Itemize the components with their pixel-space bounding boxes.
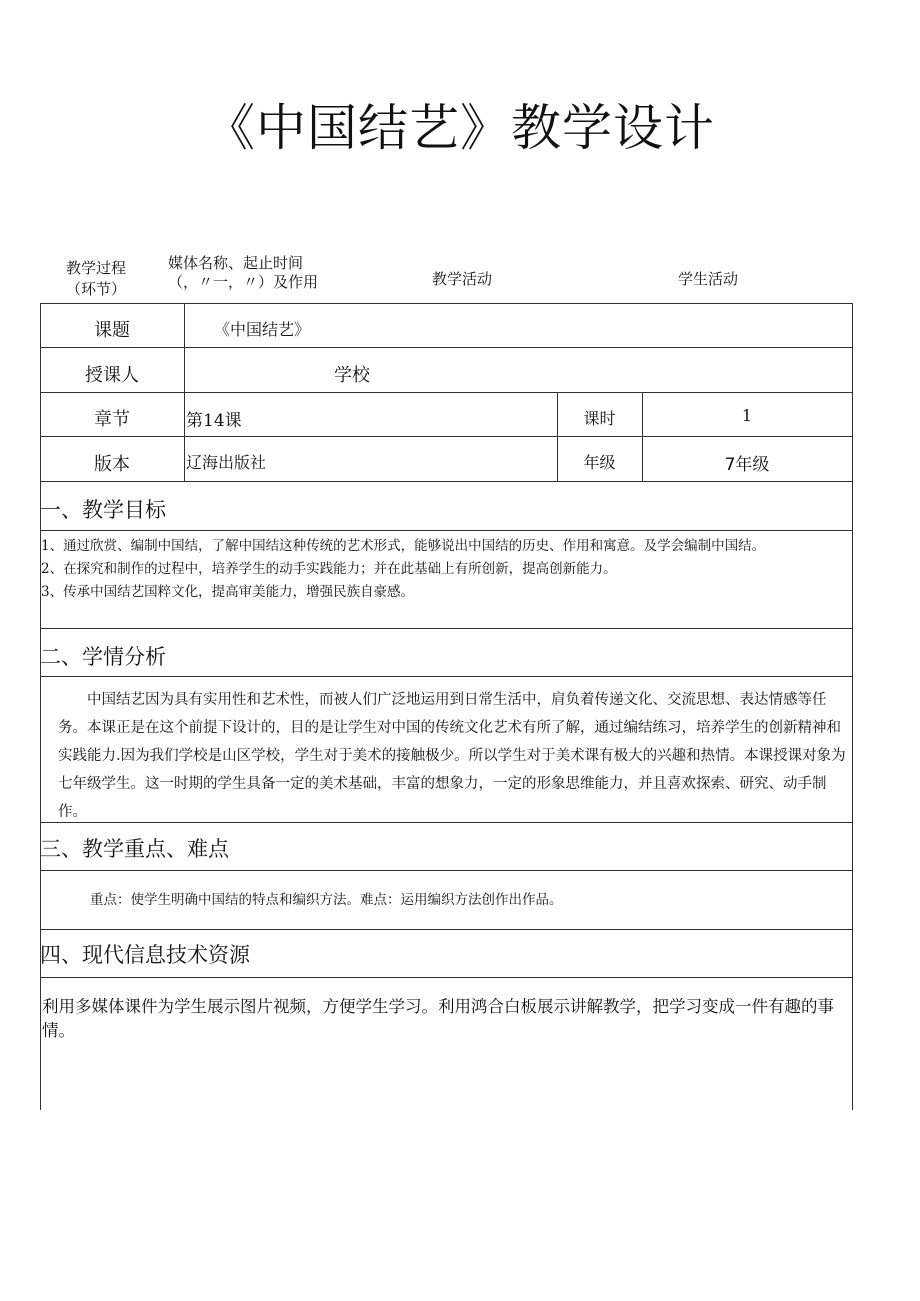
table-divider	[184, 303, 185, 481]
table-rule	[40, 870, 853, 871]
goals-title: 一、教学目标	[40, 498, 166, 522]
edition-label: 版本	[94, 454, 130, 475]
topic-label: 课题	[94, 320, 130, 341]
header-process-line1: 教学过程	[65, 259, 126, 277]
goals-list	[41, 535, 847, 604]
table-rule	[40, 977, 853, 978]
table-rule	[40, 628, 853, 629]
page-title: 《中国结艺》教学设计	[205, 99, 715, 157]
header-media-line1: 媒体名称、起止时间	[168, 254, 304, 272]
resources-text: 利用多媒体课件为学生展示图片视频，方便学生学习。利用鸿合白板展示讲解教学，把学习变成一件有趣的事情。	[42, 997, 834, 1040]
table-rule	[40, 347, 853, 348]
chapter-label: 章节	[94, 409, 130, 430]
table-rule	[40, 481, 853, 482]
teacher-label: 授课人	[85, 365, 139, 386]
goal-item: 1、通过欣赏、编制中国结，了解中国结这种传统的艺术形式，能够说出中国结的历史、作用和寓意。及学会编制中国结。	[41, 538, 766, 554]
header-media	[168, 254, 318, 292]
header-media-line2: （，〃一，〃）及作用	[168, 273, 319, 291]
school-label: 学校	[334, 365, 370, 386]
focus-text: 重点：使学生明确中国结的特点和编织方法。难点：运用编织方法创作出作品。	[90, 892, 563, 908]
chapter-value: 第14课	[186, 411, 242, 431]
grade-value: 7年级	[724, 455, 770, 475]
table-rule	[40, 303, 853, 304]
header-teaching-activity: 教学活动	[432, 270, 493, 288]
header-process	[58, 259, 134, 299]
table-border-right	[852, 303, 853, 1110]
resources-title: 四、现代信息技术资源	[40, 943, 250, 967]
table-rule	[40, 436, 853, 437]
hours-label: 课时	[583, 409, 616, 428]
table-rule	[40, 929, 853, 930]
goal-item: 2、在探究和制作的过程中，培养学生的动手实践能力；并在此基础上有所创新，提高创新能力。	[41, 561, 617, 577]
focus-title: 三、教学重点、难点	[40, 837, 229, 861]
header-student-activity: 学生活动	[678, 270, 739, 288]
analysis-title: 二、学情分析	[40, 645, 166, 669]
analysis-text: 中国结艺因为具有实用性和艺术性，而被人们广泛地运用到日常生活中，肩负着传递文化、交流思想、表达情感等任务。本课正是在这个前提下设计的，目的是让学生对中国的传统文化艺术有所了解，通过编结练习，培养学生的创新精神和实践能力.因为我们学校是山区学校，学生对于美术的接触极少。所以学生对于美术课有极大的兴趣和热情。本课授课对象为七年级学生。这一时期的学生具备一定的美术基础，丰富的想象力，一定的形象思维能力，并且喜欢探索、研究、动手制作。	[58, 692, 846, 820]
table-rule	[40, 392, 853, 393]
table-rule	[40, 676, 853, 677]
topic-value: 《中国结艺》	[214, 320, 311, 339]
grade-label: 年级	[583, 453, 616, 472]
edition-value: 辽海出版社	[186, 453, 267, 472]
hours-value: 1	[741, 406, 753, 425]
goal-item: 3、传承中国结艺国粹文化，提高审美能力，增强民族自豪感。	[41, 584, 415, 600]
header-process-line2: （环节）	[65, 280, 126, 298]
table-rule	[40, 530, 853, 531]
